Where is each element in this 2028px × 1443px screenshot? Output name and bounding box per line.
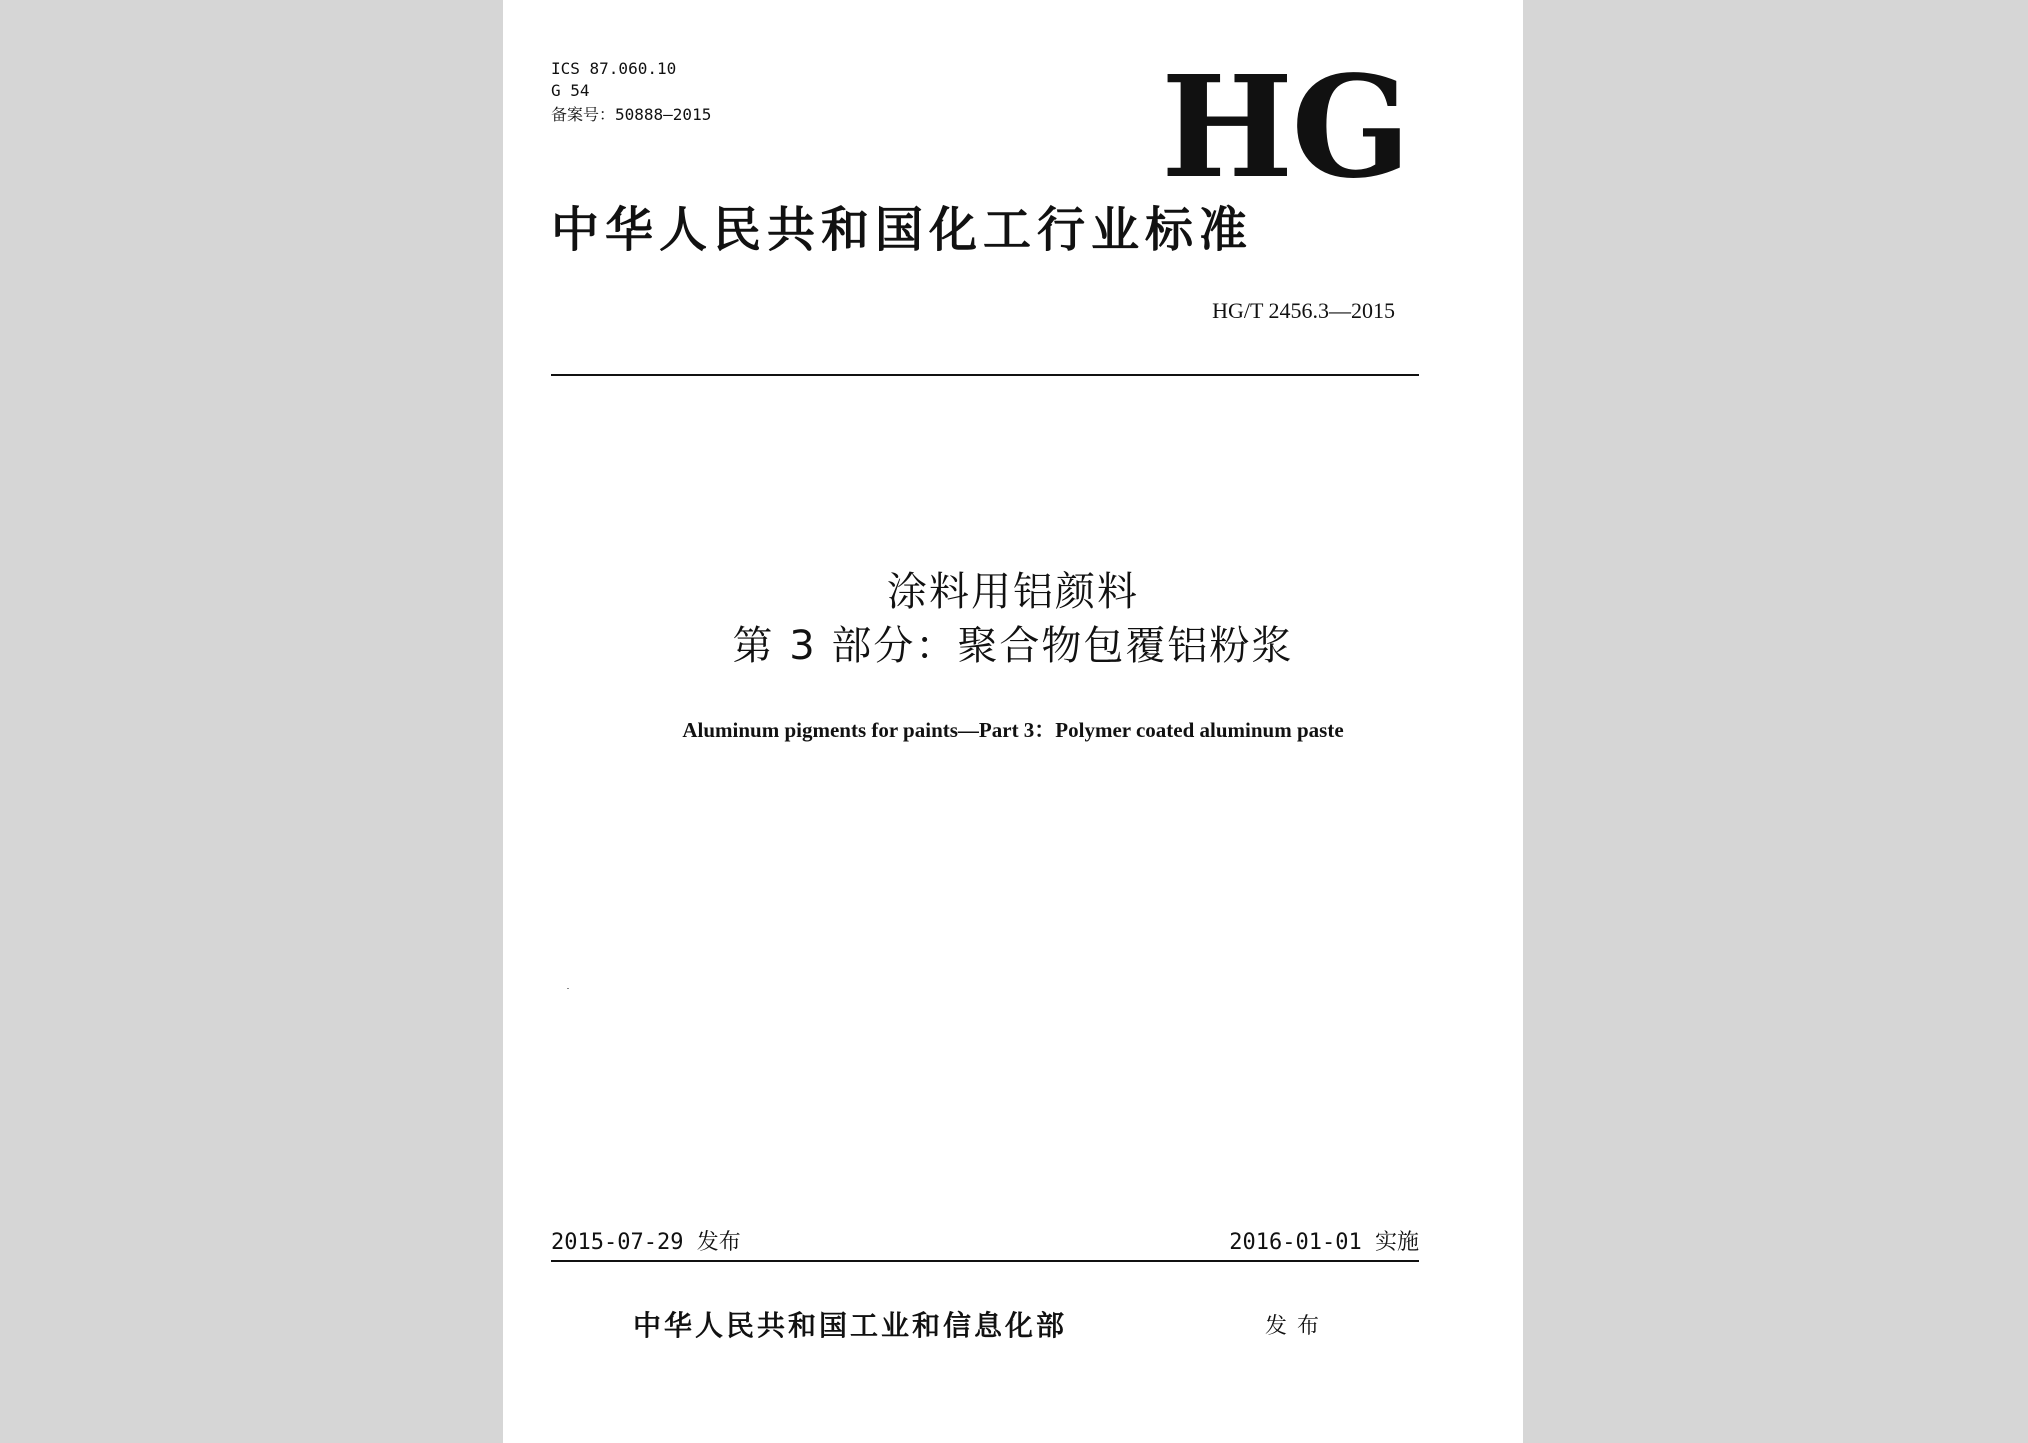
publish-label: 发布: [1265, 1314, 1330, 1339]
title-cn-line-1: 涂料用铝颜料: [887, 569, 1139, 615]
title-cn-line-2: 第 3 部分：聚合物包覆铝粉浆: [732, 623, 1294, 669]
scan-speck: [567, 988, 569, 989]
classification-code: G 54: [551, 81, 590, 100]
top-divider: [551, 374, 1419, 376]
title-en: Aluminum pigments for paints—Part 3：Polymer coated aluminum paste: [682, 718, 1344, 742]
implementation-date: 2016-01-01 实施: [1229, 1230, 1419, 1255]
industry-standard-title: 中华人民共和国化工行业标准: [551, 202, 1254, 258]
publisher-name: 中华人民共和国工业和信息化部: [633, 1309, 1068, 1342]
record-number: 备案号：50888—2015: [551, 105, 712, 124]
bottom-divider: [551, 1260, 1419, 1262]
standard-cover-page: [503, 0, 1523, 1443]
standard-number: HG/T 2456.3—2015: [1212, 298, 1395, 323]
hg-logo: HG: [1161, 46, 1409, 210]
issue-date: 2015-07-29 发布: [551, 1230, 741, 1255]
ics-code: ICS 87.060.10: [551, 59, 677, 78]
